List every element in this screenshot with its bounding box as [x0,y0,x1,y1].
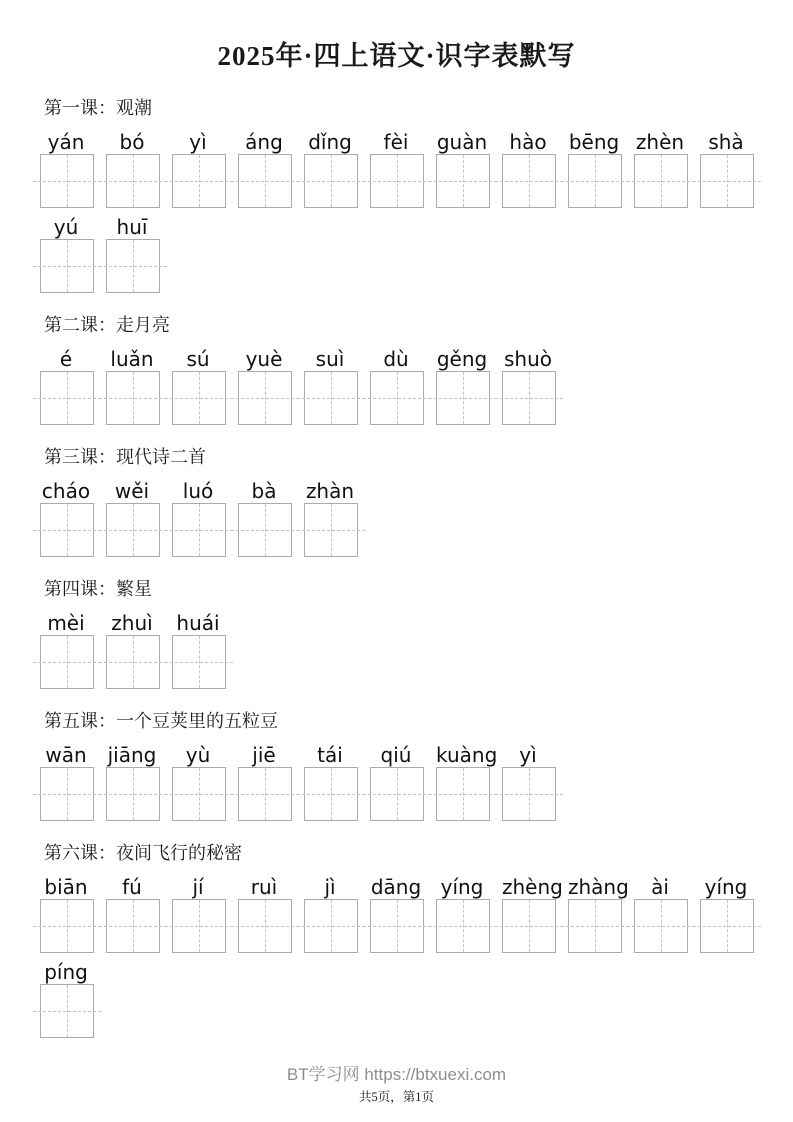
pinyin-label: suì [315,347,345,371]
tianzige-writing-box [238,767,292,821]
page-footer [0,1064,793,1105]
pinyin-cell [304,131,356,208]
tianzige-writing-box [568,154,622,208]
pinyin-cell [40,744,92,821]
pinyin-cell [172,348,224,425]
tianzige-writing-box [172,371,226,425]
tianzige-writing-box [370,899,424,953]
pinyin-cell [40,348,92,425]
tianzige-writing-box [106,503,160,557]
lesson-section [40,96,793,293]
tianzige-writing-box [238,154,292,208]
pinyin-label: yì [189,130,207,154]
pinyin-cell [172,876,224,953]
pinyin-label: yíng [440,875,484,899]
pinyin-label: é [59,347,73,371]
tianzige-writing-box [172,899,226,953]
tianzige-writing-box [40,154,94,208]
tianzige-writing-box [568,899,622,953]
pinyin-cell [238,348,290,425]
lesson-heading: 第二课：走月亮 [44,315,170,335]
pinyin-label: shuò [503,347,552,371]
tianzige-writing-box [634,899,688,953]
pinyin-label: yuè [245,347,283,371]
lesson-section [40,577,793,689]
pinyin-cell [370,744,422,821]
tianzige-writing-box [172,503,226,557]
pinyin-cell [304,348,356,425]
tianzige-writing-box [502,767,556,821]
tianzige-writing-box [40,635,94,689]
lesson-heading: 第四课：繁星 [44,579,152,599]
tianzige-writing-box [238,371,292,425]
pinyin-cell [40,612,92,689]
pinyin-grid-rows [40,348,768,425]
pinyin-cell [370,876,422,953]
pinyin-label: bà [251,479,277,503]
tianzige-writing-box [238,899,292,953]
tianzige-writing-box [106,767,160,821]
pinyin-cell [172,131,224,208]
pinyin-label: cháo [41,479,91,503]
pinyin-label: qiú [380,743,412,767]
pinyin-label: jí [192,875,204,899]
pinyin-label: zhàn [305,479,355,503]
tianzige-writing-box [106,239,160,293]
pinyin-label: jì [324,875,336,899]
pinyin-label: zhèng [502,875,563,899]
tianzige-writing-box [106,899,160,953]
page-number-info: 共5页，第1页 [358,1090,434,1104]
pinyin-label: bó [119,130,145,154]
pinyin-label: dù [383,347,409,371]
tianzige-writing-box [502,899,556,953]
pinyin-label: kuàng [436,743,498,767]
pinyin-grid-rows [40,612,768,689]
pinyin-label: yíng [704,875,748,899]
pinyin-cell [106,612,158,689]
pinyin-cell [304,480,356,557]
pinyin-cell [106,744,158,821]
pinyin-label: luǎn [110,347,154,371]
tianzige-writing-box [106,635,160,689]
pinyin-label: fèi [383,130,409,154]
pinyin-cell [634,876,686,953]
pinyin-cell [172,612,224,689]
pinyin-label: sú [186,347,210,371]
lesson-heading: 第五课：一个豆荚里的五粒豆 [44,711,278,731]
tianzige-writing-box [304,899,358,953]
lesson-section [40,445,793,557]
pinyin-cell [634,131,686,208]
pinyin-cell [502,131,554,208]
pinyin-cell [370,348,422,425]
tianzige-writing-box [370,154,424,208]
tianzige-writing-box [172,635,226,689]
tianzige-writing-box [502,371,556,425]
tianzige-writing-box [238,503,292,557]
pinyin-cell [40,876,92,953]
lessons [40,96,793,1038]
pinyin-cell [304,744,356,821]
pinyin-cell [106,480,158,557]
tianzige-writing-box [370,767,424,821]
pinyin-label: gěng [436,347,488,371]
pinyin-label: zhàng [568,875,629,899]
tianzige-writing-box [304,503,358,557]
pinyin-cell [106,876,158,953]
tianzige-writing-box [40,239,94,293]
pinyin-label: yù [185,743,211,767]
tianzige-writing-box [106,371,160,425]
watermark-link[interactable]: BT学习网 https://btxuexi.com [286,1065,507,1084]
pinyin-label: zhuì [111,611,153,635]
pinyin-grid-rows [40,744,768,821]
pinyin-cell [502,875,563,953]
pinyin-cell [436,348,488,425]
pinyin-grid-rows [40,480,768,557]
lesson-heading: 第三课：现代诗二首 [44,447,206,467]
pinyin-cell [502,744,554,821]
lesson-heading: 第六课：夜间飞行的秘密 [44,843,242,863]
tianzige-writing-box [304,371,358,425]
tianzige-writing-box [436,154,490,208]
pinyin-cell [40,131,92,208]
pinyin-label: luó [182,479,214,503]
pinyin-label: guàn [436,130,488,154]
pinyin-grid-rows [40,131,768,293]
tianzige-writing-box [370,371,424,425]
pinyin-cell [568,131,620,208]
tianzige-writing-box [304,767,358,821]
tianzige-writing-box [634,154,688,208]
tianzige-writing-box [700,899,754,953]
pinyin-cell [238,744,290,821]
tianzige-writing-box [436,767,490,821]
lesson-section [40,709,793,821]
pinyin-cell [238,876,290,953]
pinyin-cell [238,131,290,208]
lesson-section [40,841,793,1038]
tianzige-writing-box [502,154,556,208]
pinyin-label: huái [176,611,220,635]
pinyin-label: fú [122,875,142,899]
tianzige-writing-box [172,154,226,208]
pinyin-cell [40,961,92,1038]
tianzige-writing-box [40,503,94,557]
pinyin-label: wān [45,743,87,767]
pinyin-cell [238,480,290,557]
pinyin-label: biān [44,875,88,899]
pinyin-label: wěi [114,479,150,503]
pinyin-label: tái [317,743,343,767]
pinyin-cell [700,876,752,953]
pinyin-cell [172,744,224,821]
tianzige-writing-box [172,767,226,821]
tianzige-writing-box [40,899,94,953]
pinyin-label: bēng [568,130,620,154]
pinyin-cell [436,131,488,208]
pinyin-label: píng [44,960,88,984]
tianzige-writing-box [40,984,94,1038]
pinyin-label: yán [47,130,85,154]
tianzige-writing-box [436,899,490,953]
pinyin-label: áng [245,130,283,154]
tianzige-writing-box [436,371,490,425]
page-title: 2025年·四上语文·识字表默写 [217,41,576,71]
pinyin-label: yú [53,215,79,239]
pinyin-label: zhèn [635,130,685,154]
pinyin-label: ruì [250,875,278,899]
pinyin-label: dǐng [308,130,352,154]
pinyin-label: ài [651,875,669,899]
pinyin-label: jiāng [107,743,157,767]
pinyin-cell [172,480,224,557]
pinyin-label: yì [519,743,537,767]
pinyin-cell [700,131,752,208]
pinyin-cell [436,743,498,821]
pinyin-label: mèi [47,611,85,635]
tianzige-writing-box [40,767,94,821]
lesson-heading: 第一课：观潮 [44,98,152,118]
pinyin-cell [502,348,554,425]
pinyin-cell [370,131,422,208]
pinyin-cell [568,875,629,953]
pinyin-cell [436,876,488,953]
tianzige-writing-box [304,154,358,208]
pinyin-label: jiē [252,743,276,767]
pinyin-cell [106,216,158,293]
pinyin-label: shà [708,130,744,154]
pinyin-label: huī [116,215,148,239]
pinyin-cell [40,216,92,293]
pinyin-cell [304,876,356,953]
pinyin-label: dāng [370,875,422,899]
tianzige-writing-box [700,154,754,208]
pinyin-grid-rows [40,876,768,1038]
pinyin-cell [106,348,158,425]
lesson-section [40,313,793,425]
pinyin-label: hào [509,130,547,154]
tianzige-writing-box [40,371,94,425]
pinyin-cell [106,131,158,208]
tianzige-writing-box [106,154,160,208]
pinyin-cell [40,480,92,557]
